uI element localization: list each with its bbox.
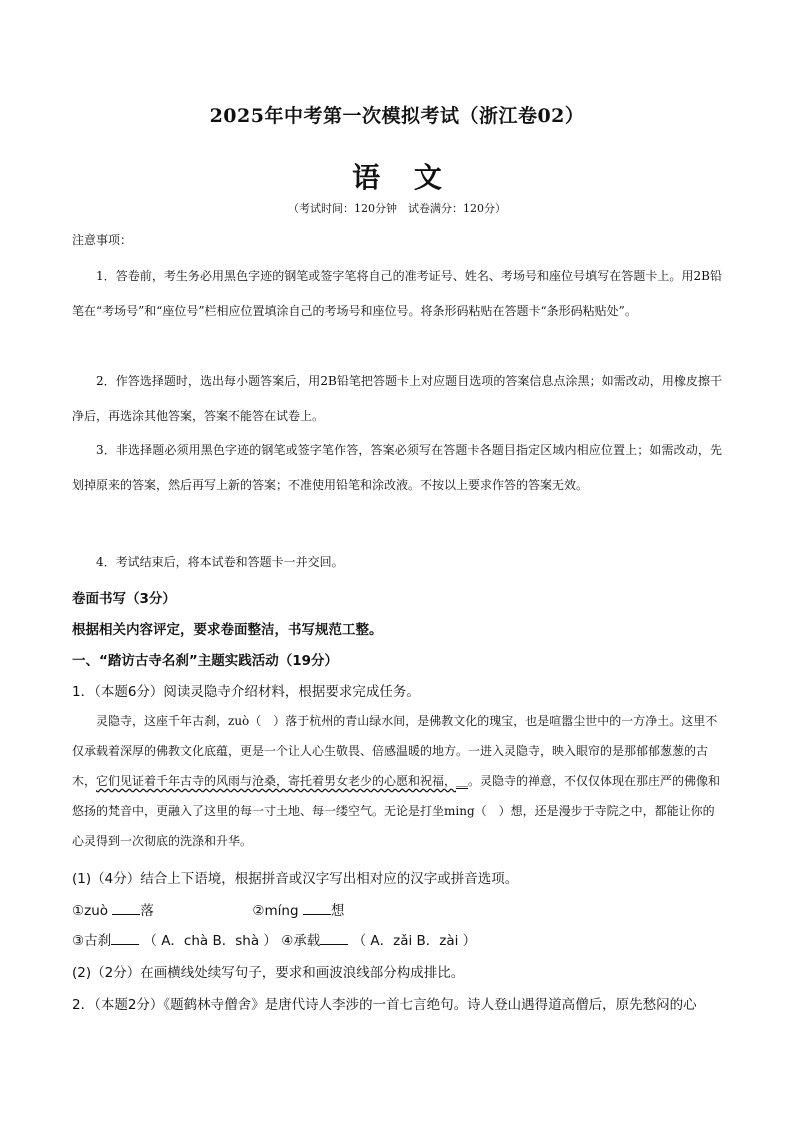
notice-item-3: 3．非选择题必须用黑色字迹的钢笔或签字笔作答，答案必须写在答题卡各题目指定区域内相应位置上；如需改动，先划掉原来的答案，然后再写上新的答案；不准使用铅笔和涂改液。不按以上要求作答的答案无效。 — [72, 443, 722, 492]
option-2-number: ② — [252, 903, 265, 919]
passage-text-b: 。灵隐寺的禅意，不仅仅体现在那庄严的佛像和悠扬的梵音中，更融入了这里的每一寸土地、每一缕空气。无论是打坐ming（ ）想，还是漫步于寺院之中，都能让你的心灵得到一次彻底的洗涤和升华。 — [72, 774, 721, 848]
option-4-choices: （ A．zǎi B．zài ） — [352, 933, 477, 949]
notice-item-4: 4．考试结束后，将本试卷和答题卡一并交回。 — [96, 555, 344, 569]
option-2-pinyin: míng — [264, 903, 299, 919]
question-1-sub-2: (2)（2分）在画横线处续写句子，要求和画波浪线部分构成排比。 — [72, 965, 465, 981]
passage-wavy-underline: 它们见证着千年古寺的风雨与沧桑，寄托着男女老少的心愿和祝福， — [96, 774, 457, 788]
section-writing-rule: 根据相关内容评定，要求卷面整洁，书写规范工整。 — [72, 622, 383, 638]
option-1-number: ① — [72, 903, 85, 919]
section-writing-title: 卷面书写（3分） — [72, 591, 176, 607]
option-3-blank[interactable] — [111, 932, 139, 945]
section-part1-title: 一、“踏访古寺名刹”主题实践活动（19分） — [72, 653, 339, 669]
question-1-passage — [72, 706, 722, 856]
subject-heading — [0, 156, 794, 196]
subject-char-left: 语 — [352, 161, 381, 194]
option-4-number: ④ — [281, 933, 294, 949]
option-1-tail: 落 — [140, 903, 154, 919]
question-1-stem: 1．（本题6分）阅读灵隐寺介绍材料，根据要求完成任务。 — [72, 684, 420, 700]
question-1-sub-1: (1)（4分）结合上下语境，根据拼音或汉字写出相对应的汉字或拼音选项。 — [72, 871, 519, 887]
question-1-options-row-1 — [72, 899, 722, 919]
option-1-pinyin: zuò — [84, 903, 109, 919]
option-4-word: 承载 — [293, 933, 321, 949]
option-3-choices: （ A．chà B．shà ） — [143, 933, 277, 949]
passage-fill-blank[interactable]: ＿ — [456, 774, 469, 788]
option-1-blank[interactable] — [112, 902, 140, 915]
notice-item-1: 1．答卷前，考生务必用黑色字迹的钢笔或签字笔将自己的准考证号、姓名、考场号和座位号填写在答题卡上。用2B铅笔在“考场号”和“座位号”栏相应位置填涂自己的考场号和座位号。将条形码粘贴在答题卡“条形码粘贴处”。 — [72, 269, 722, 318]
question-2-stem: 2．（本题2分）《题鹤林寺僧舍》是唐代诗人李涉的一首七言绝句。诗人登山遇得道高僧后，原先愁闷的心 — [72, 997, 697, 1013]
exam-title: 2025年中考第一次模拟考试（浙江卷02） — [209, 105, 585, 127]
notice-item-2: 2．作答选择题时，选出每小题答案后，用2B铅笔把答题卡上对应题目选项的答案信息点涂黑；如需改动，用橡皮擦干净后，再选涂其他答案，答案不能答在试卷上。 — [72, 374, 722, 423]
subject-char-right: 文 — [413, 161, 442, 194]
notice-heading: 注意事项： — [72, 233, 133, 247]
option-2-blank[interactable] — [303, 902, 331, 915]
option-3-number: ③ — [72, 933, 85, 949]
passage-text-a: 灵隐寺，这座千年古刹，zuò（ ）落于杭州的青山绿水间，是佛教文化的瑰宝，也是喧嚣尘世中的一方净土。这里不仅承载着深厚的佛教文化底蕴，更是一个让人心生敬畏、倍感温暖的地方。一进入灵隐寺，映入眼帘的是那郁郁葱葱的古木， — [72, 714, 718, 788]
option-3-word: 古刹 — [84, 933, 112, 949]
option-4-blank[interactable] — [320, 932, 348, 945]
exam-info: （考试时间：120分钟 试卷满分：120分） — [288, 202, 506, 215]
option-2-tail: 想 — [330, 903, 345, 919]
question-1-options-row-2 — [72, 929, 722, 949]
